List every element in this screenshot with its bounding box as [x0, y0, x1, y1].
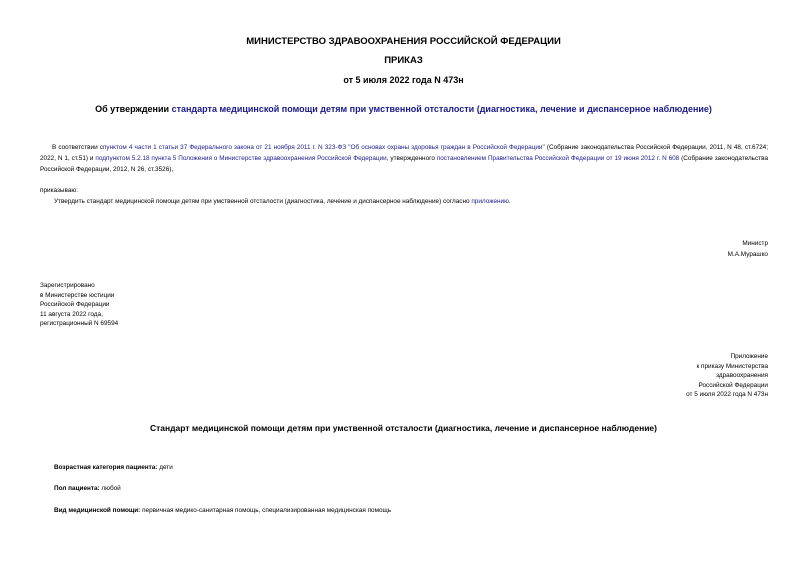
appendix-link[interactable]: приложению: [471, 198, 509, 205]
preamble-text-1: В соответствии с: [52, 144, 103, 151]
preamble-text-2: (Собрание законодательства Российской Федерации, 2011, N 48, ст.6724; 2022, N 1, ст.51) и: [40, 144, 769, 162]
appendix-line-2: к приказу Министерства: [696, 362, 768, 370]
order-keyword: приказываю:: [40, 187, 78, 194]
patient-sex-field: [54, 485, 121, 492]
title-standard-link[interactable]: стандарта медицинской помощи детям при умственной отсталости (диагностика, лечение и диспансерное наблюдение): [171, 104, 712, 114]
appendix-line-4: Российской Федерации: [698, 381, 768, 389]
sex-label: Пол пациента:: [54, 485, 100, 492]
preamble-paragraph: [40, 142, 768, 175]
registration-line-4: 11 августа 2022 года,: [40, 310, 103, 318]
regulation-link[interactable]: подпунктом 5.2.18 пункта 5 Положения о Министерстве здравоохранения Российской Федерации: [95, 155, 387, 162]
government-decree-link[interactable]: постановлением Правительства Российской Федерации от 19 июня 2012 г. N 608: [436, 155, 680, 162]
law-323-link[interactable]: пунктом 4 части 1 статьи 37 Федерального закона от 21 ноября 2011 г. N 323-ФЗ "Об основах охраны здоровья граждан в Российской Федерации": [102, 144, 545, 151]
appendix-line-5: от 5 июля 2022 года N 473н: [686, 391, 768, 398]
title-prefix: Об утверждении: [95, 104, 170, 114]
care-value: первичная медико-санитарная помощь, специализированная медицинская помощь: [140, 507, 392, 514]
signature-position: Министр: [742, 240, 768, 247]
standard-title: Стандарт медицинской помощи детям при умственной отсталости (диагностика, лечение и диспансерное наблюдение): [149, 423, 657, 433]
registration-line-2: в Министерстве юстиции: [40, 291, 115, 299]
preamble-text-4: (Собрание законодательства Российской Федерации, 2012, N 26, ст.3526),: [40, 155, 769, 173]
registration-line-3: Российской Федерации: [40, 301, 110, 308]
registration-block: [40, 281, 118, 329]
registration-line-1: Зарегистрировано: [40, 282, 95, 289]
appendix-block: [686, 352, 768, 400]
care-type-field: [54, 507, 391, 514]
order-date-number: от 5 июля 2022 года N 473н: [343, 75, 464, 85]
age-label: Возрастная категория пациента:: [54, 464, 158, 471]
order-text-body: Утвердить стандарт медицинской помощи детям при умственной отсталости (диагностика, лечение и диспансерное наблюдение) согласно: [54, 198, 472, 205]
signature-name: М.А.Мурашко: [727, 251, 768, 258]
appendix-line-3: здравоохранения: [716, 372, 768, 379]
preamble-text-3: , утвержденного: [386, 155, 437, 162]
order-title: [0, 104, 807, 114]
registration-line-5: регистрационный N 69594: [40, 320, 119, 327]
order-text-end: .: [508, 198, 511, 205]
ministry-heading: МИНИСТЕРСТВО ЗДРАВООХРАНЕНИЯ РОССИЙСКОЙ ФЕДЕРАЦИИ: [246, 36, 561, 47]
doc-type-heading: ПРИКАЗ: [384, 55, 423, 66]
patient-age-field: [54, 464, 173, 471]
care-label: Вид медицинской помощи:: [54, 507, 141, 514]
appendix-line-1: Приложение: [730, 353, 768, 360]
order-text: [54, 196, 511, 207]
age-value: дети: [157, 464, 173, 471]
sex-value: любой: [99, 485, 121, 492]
